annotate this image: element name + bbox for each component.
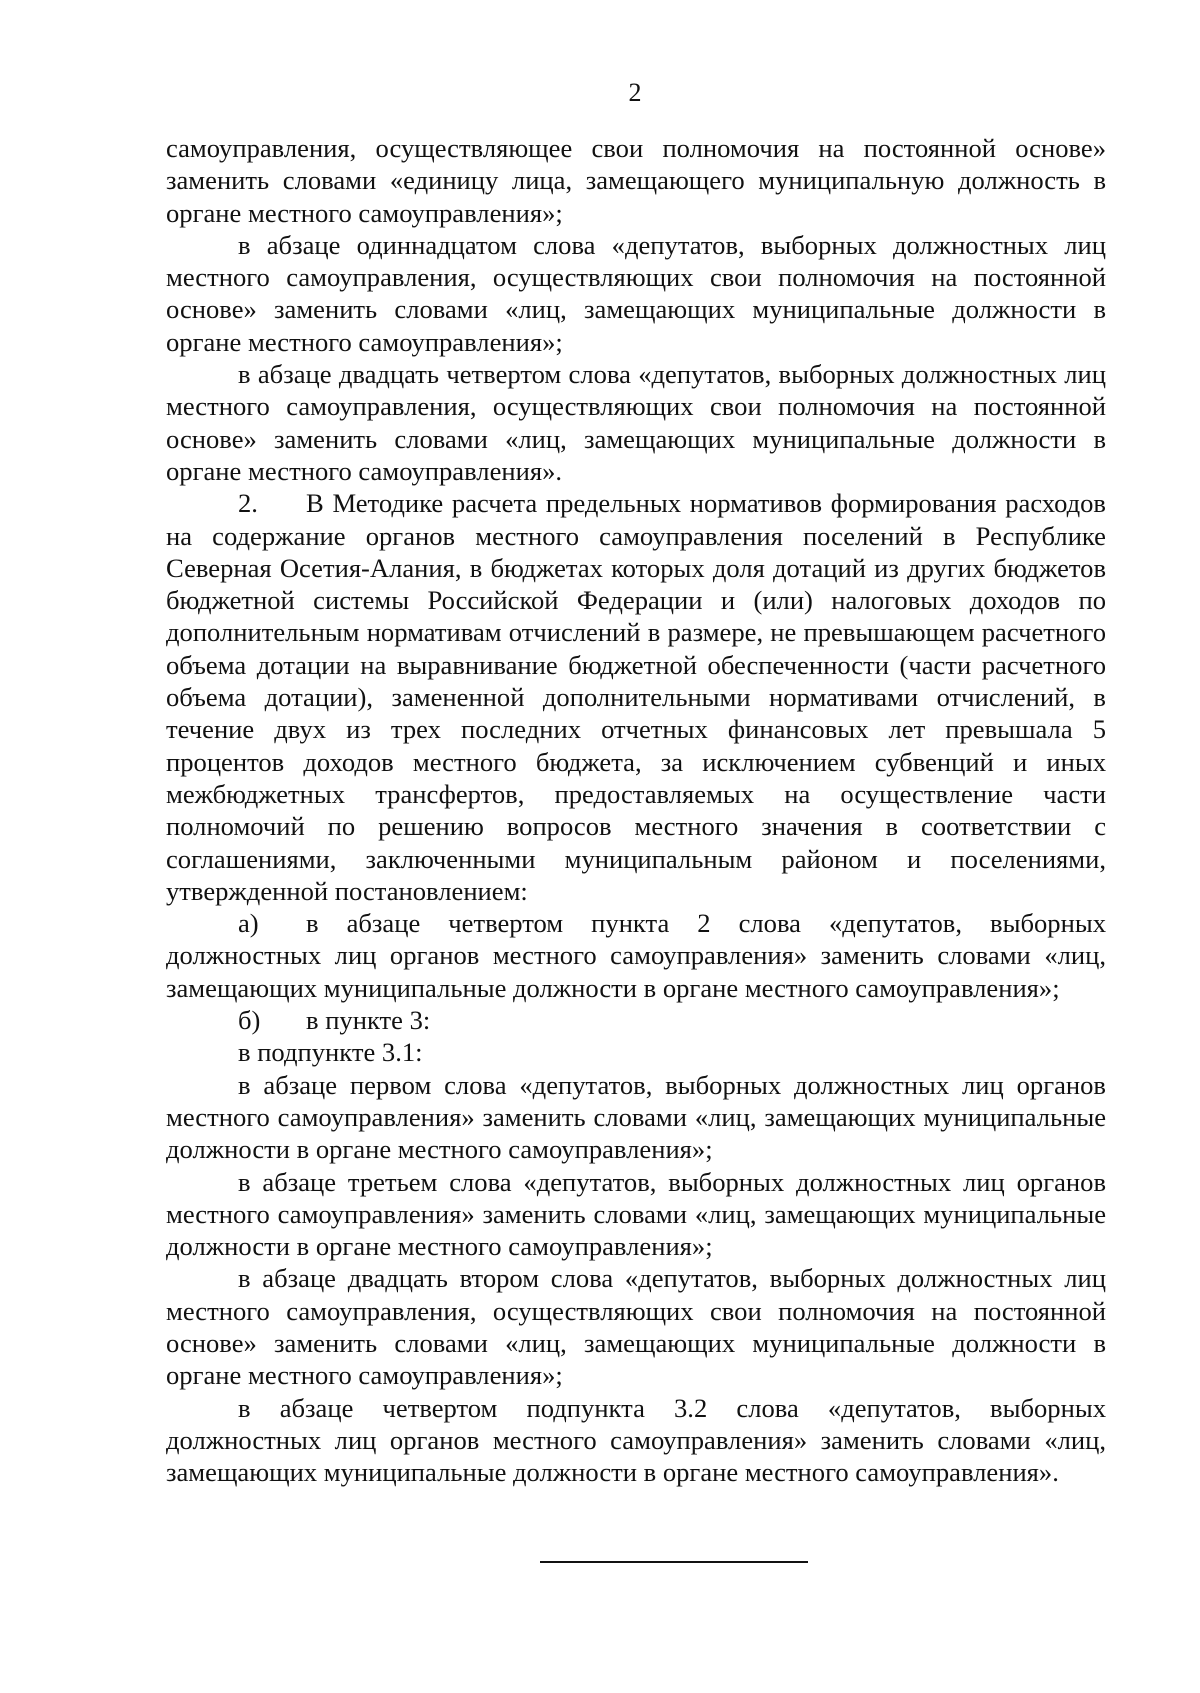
paragraph-abzac-22: в абзаце двадцать втором слова «депутатов, выборных должностных лиц местного самоуправления, осуществляющих свои полномочия на постоянной основе» заменить словами «лиц, замещающих муниципальные должности в органе местного самоуправления»; <box>166 1263 1106 1391</box>
paragraph-continuation: самоуправления, осуществляющее свои полномочия на постоянной основе» заменить словами «единицу лица, замещающего муниципальную должность в органе местного самоуправления»; <box>166 133 1106 228</box>
paragraph-subpoint-3-2: в абзаце четвертом подпункта 3.2 слова «депутатов, выборных должностных лиц органов местного самоуправления» заменить словами «лиц, замещающих муниципальные должности в органе местного самоуправления». <box>166 1392 1106 1488</box>
paragraph-subitem-b <box>166 1004 1106 1036</box>
subitem-a-text: в абзаце четвертом пункта 2 слова «депутатов, выборных должностных лиц органов местного самоуправления» заменить словами «лиц, замещающих муниципальные должности в органе местного самоуправления»; <box>166 908 1106 1003</box>
paragraph-subitem-a <box>166 907 1106 1004</box>
end-of-document-rule <box>540 1561 808 1563</box>
paragraph-item-2 <box>166 487 1106 907</box>
item-2-text: В Методике расчета предельных нормативов формирования расходов на содержание органов местного самоуправления поселений в Республике Северная Осетия-Алания, в бюджетах которых доля дотаций из других бюджетов бюджетной системы Российской Федерации и (или) налоговых доходов по дополнительным нормативам отчислений в размере, не превышающем расчетного объема дотации на выравнивание бюджетной обеспеченности (части расчетного объема дотации), замененной дополнительными нормативами отчислений, в течение двух из трех последних отчетных финансовых лет превышала 5 процентов доходов местного бюджета, за исключением субвенций и иных межбюджетных трансфертов, предоставляемых на осуществление части полномочий по решению вопросов местного значения в соответствии с соглашениями, заключенными муниципальным районом и поселениями, утвержденной постановлением: <box>166 488 1106 906</box>
document-body <box>166 132 1106 1488</box>
item-number: 2. <box>238 488 258 519</box>
paragraph-abzac-3: в абзаце третьем слова «депутатов, выборных должностных лиц органов местного самоуправления» заменить словами «лиц, замещающих муниципальные должности в органе местного самоуправления»; <box>166 1166 1106 1262</box>
paragraph-subpoint-3-1: в подпункте 3.1: <box>238 1037 423 1068</box>
paragraph-abzac-11: в абзаце одиннадцатом слова «депутатов, выборных должностных лиц местного самоуправления, осуществляющих свои полномочия на постоянной основе» заменить словами «лиц, замещающих муниципальные должности в органе местного самоуправления»; <box>166 229 1106 357</box>
paragraph-abzac-1: в абзаце первом слова «депутатов, выборных должностных лиц органов местного самоуправления» заменить словами «лиц, замещающих муниципальные должности в органе местного самоуправления»; <box>166 1069 1106 1165</box>
page-number: 2 <box>628 78 642 107</box>
subitem-letter-b: б) <box>238 1005 261 1036</box>
subitem-letter-a: а) <box>238 908 259 939</box>
paragraph-abzac-24: в абзаце двадцать четвертом слова «депутатов, выборных должностных лиц местного самоуправления, осуществляющих свои полномочия на постоянной основе» заменить словами «лиц, замещающих муниципальные должности в органе местного самоуправления». <box>166 359 1106 486</box>
subitem-b-text: в пункте 3: <box>306 1005 431 1036</box>
